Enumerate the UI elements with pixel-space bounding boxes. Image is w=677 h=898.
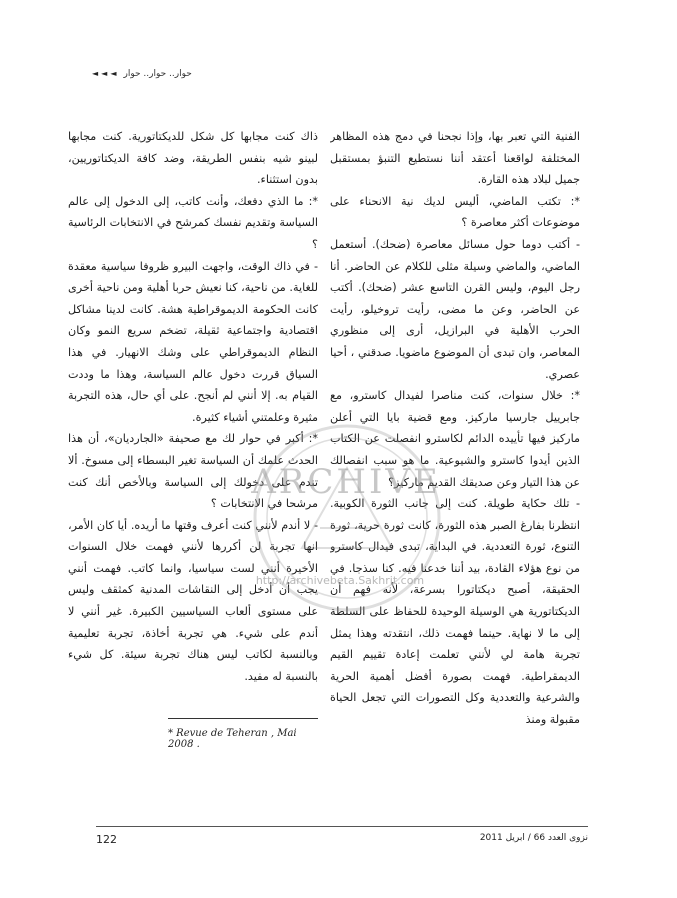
question-paragraph: *: تكتب الماضي، أليس لديك نية الانحناء على موضوعات أكثر معاصرة ؟ [330,194,580,230]
answer-paragraph: - لا أندم لأنني كنت أعرف وقتها ما أريده. أيا كان الأمر، انها تجربة لن أكررها لأنني فهمت خلال السنوات الأخيرة أنني لست سياسيا، وانما كاتب. فهمت أنني يجب أن أدخل إلى النقاشات المدنية كمثقف وليس على مستوى ألعاب السياسيين الكبيرة. غير أنني لا أندم على شيء. هي تجربة أخاذة، تجربة تعليمية وبالنسبة لكاتب ليس هناك تجربة سيئة. كل شيء بالنسبة له مفيد. [68,518,318,683]
answer-paragraph: - تلك حكاية طويلة. كنت إلى جانب الثورة الكوبية. انتظرنا بفارغ الصبر هذه الثورة، كانت ثورة حرية، ثورة التنوع، ثورة التعددية. في البداية، تبدى فيدال كاسترو من نوع هؤلاء القادة، بيد أننا خدعنا فيه. كنا سذجا. في الحقيقة، أصبح ديكتاتورا بسرعة، لأنه فهم أن الديكتاتورية هي الوسيلة الوحيدة للحفاظ على السلطة إلى ما لا نهاية. حينما فهمت ذلك، انتقدته وهذا يمثل تجربة هامة لي لأنني تعلمت إعادة تقييم القيم الديمقراطية. فهمت بصورة أفضل أهمية الحرية والشرعية والتعددية وكل التصورات التي تجعل الحياة مقبولة ومنذ [330,497,580,727]
answer-paragraph: - أكتب دوما حول مسائل معاصرة (ضحك). أستعمل الماضي، والماضي وسيلة مثلى للكلام عن الحاضر. أنا رجل اليوم، وليس القرن التاسع عشر (ضحك). أكتب عن الحاضر، وعن ما مضى، رأيت تروخيلو، رأيت الحرب الأهلية في البرازيل، أرى إلى منظوري المعاصر، وان تبدى أن الموضوع ماضويا. صدقني ، أحيا عصري. [330,237,580,381]
section-title: حوار.. حوار.. حوار [123,69,192,79]
text-column-left [68,126,318,764]
header-marker-icon: ◄ [92,69,99,78]
text-column-right [330,126,580,764]
watermark-text: ARCHIVE [251,462,441,502]
answer-paragraph: - في ذاك الوقت، واجهت البيرو ظروفا سياسية معقدة للغاية. من ناحية، كنا نعيش حربا أهلية ومن ناحية أخرى كانت الحكومة الديموقراطية هشة. كانت لدينا مشاكل اقتصادية واجتماعية ثقيلة، تضخم سريع النمو وكان النظام الديموقراطي على وشك الانهيار. في هذا السياق قررت دخول عالم السياسة، وهذا ما وددت القيام به. إلا أنني لم أنجح. على أي حال، هذه التجربة مثيرة وعلمتني أشياء كثيرة. [68,259,318,424]
paragraph: الفنية التي تعبر بها، وإذا نجحنا في دمج هذه المظاهر المختلفة لواقعنا أعتقد أننا نستطيع التنبؤ بمستقبل جميل لبلاد هذه القارة. [330,130,580,187]
page-number: 122 [96,833,117,846]
footnote: * Revue de Teheran , Mai 2008 . [168,728,297,750]
footer-divider [96,826,588,827]
footnote-divider [168,718,318,719]
section-header [92,66,212,82]
question-paragraph: *: ما الذي دفعك، وأنت كاتب، إلى الدخول إلى عالم السياسة وتقديم نفسك كمرشح في الانتخابات الرئاسية ؟ [68,194,318,251]
watermark-url: http://archivebeta.Sakhrit.com [255,574,425,587]
issue-info: نزوى العدد 66 / ابريل 2011 [479,833,588,843]
question-paragraph: *: خلال سنوات، كنت مناصرا لفيدال كاسترو، مع جابرييل جارسيا ماركيز. ومع قضية بايا التي أعلن ماركيز فيها تأييده الدائم لكاسترو انفصلت عن الكتاب الذين أيدوا كاسترو والشيوعية. ما هو سبب انفصالك عن هذا التيار وعن صديقك القديم ماركيز؟ [330,389,580,489]
paragraph: ذاك كنت مجابها كل شكل للديكتاتورية. كنت مجابها لبينو شيه بنفس الطريقة، وضد كافة الديكتاتوريين، بدون استثناء. [68,130,318,187]
header-marker-icon: ◄ [101,69,108,78]
question-paragraph: *: أكبر في حوار لك مع صحيفة «الجارديان»، أن هذا الحدث علمك أن السياسة تغير البسطاء إلى مسوخ. ألا تندم على دخولك إلى السياسة وبالأخص أنك كنت مرشحا في الانتخابات ؟ [68,432,318,511]
header-marker-icon: ◄ [110,69,117,78]
